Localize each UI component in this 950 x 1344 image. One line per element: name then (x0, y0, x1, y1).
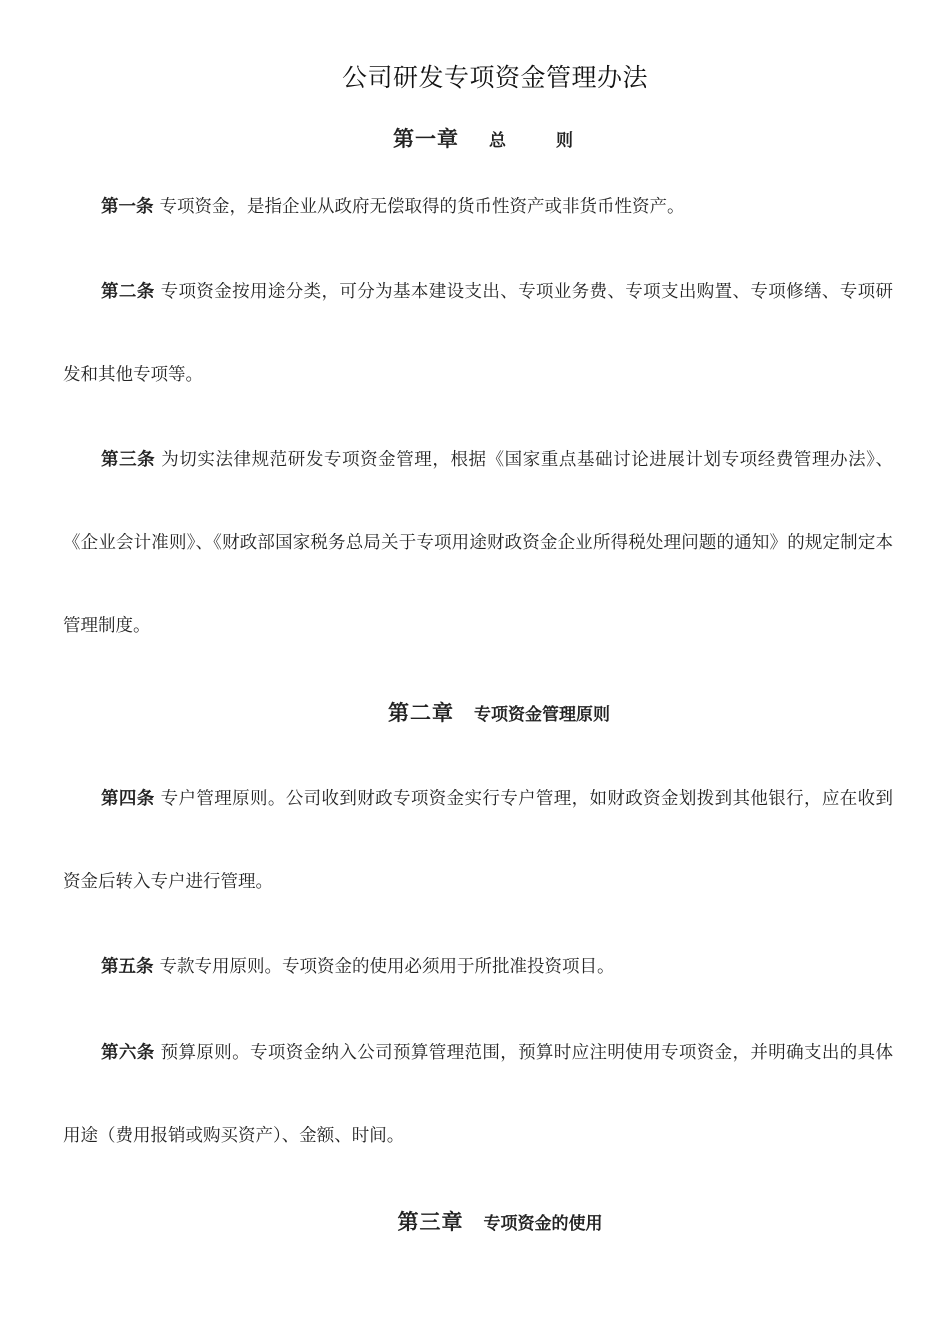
document-title: 公司研发专项资金管理办法 (341, 63, 648, 92)
article-text: 专项资金，是指企业从政府无偿取得的货币性资产或非货币性资产。 (159, 197, 685, 217)
chapter-name: 专项资金的使用 (483, 1214, 603, 1234)
article-text: 专款专用原则。专项资金的使用必须用于所批准投资项目。 (159, 957, 615, 977)
chapter-heading (0, 697, 950, 731)
chapter-heading (0, 1206, 950, 1240)
chapter-name: 专项资金管理原则 (474, 705, 610, 725)
article-label: 第一条 (101, 197, 154, 217)
article-paragraph (63, 926, 893, 1009)
article-label: 第六条 (101, 1043, 155, 1063)
article-paragraph (63, 251, 893, 417)
article-paragraph (63, 1012, 893, 1178)
chapter-number: 第一章 (393, 127, 460, 151)
article-paragraph (63, 166, 893, 249)
chapter-number: 第二章 (388, 701, 454, 725)
article-label: 第三条 (101, 450, 156, 470)
article-paragraph (63, 758, 893, 924)
article-text: 预算原则。专项资金纳入公司预算管理范围，预算时应注明使用专项资金，并明确支出的具体用途（费用报销或购买资产）、金额、时间。 (63, 1043, 894, 1146)
article-paragraph (63, 419, 893, 668)
article-label: 第五条 (101, 957, 154, 977)
chapter-number: 第三章 (397, 1210, 464, 1234)
article-label: 第二条 (101, 282, 155, 302)
article-text: 专项资金按用途分类，可分为基本建设支出、专项业务费、专项支出购置、专项修缮、专项研发和其他专项等。 (63, 282, 894, 385)
article-label: 第四条 (101, 789, 155, 809)
article-text: 为切实法律规范研发专项资金管理，根据《国家重点基础讨论进展计划专项经费管理办法》、《企业会计准则》、《财政部国家税务总局关于专项用途财政资金企业所得税处理问题的通知》的规定制定本管理制度。 (63, 450, 894, 636)
chapter-name: 总 则 (489, 131, 595, 151)
article-text: 专户管理原则。公司收到财政专项资金实行专户管理，如财政资金划拨到其他银行，应在收到资金后转入专户进行管理。 (63, 789, 894, 892)
chapter-heading (0, 122, 950, 158)
